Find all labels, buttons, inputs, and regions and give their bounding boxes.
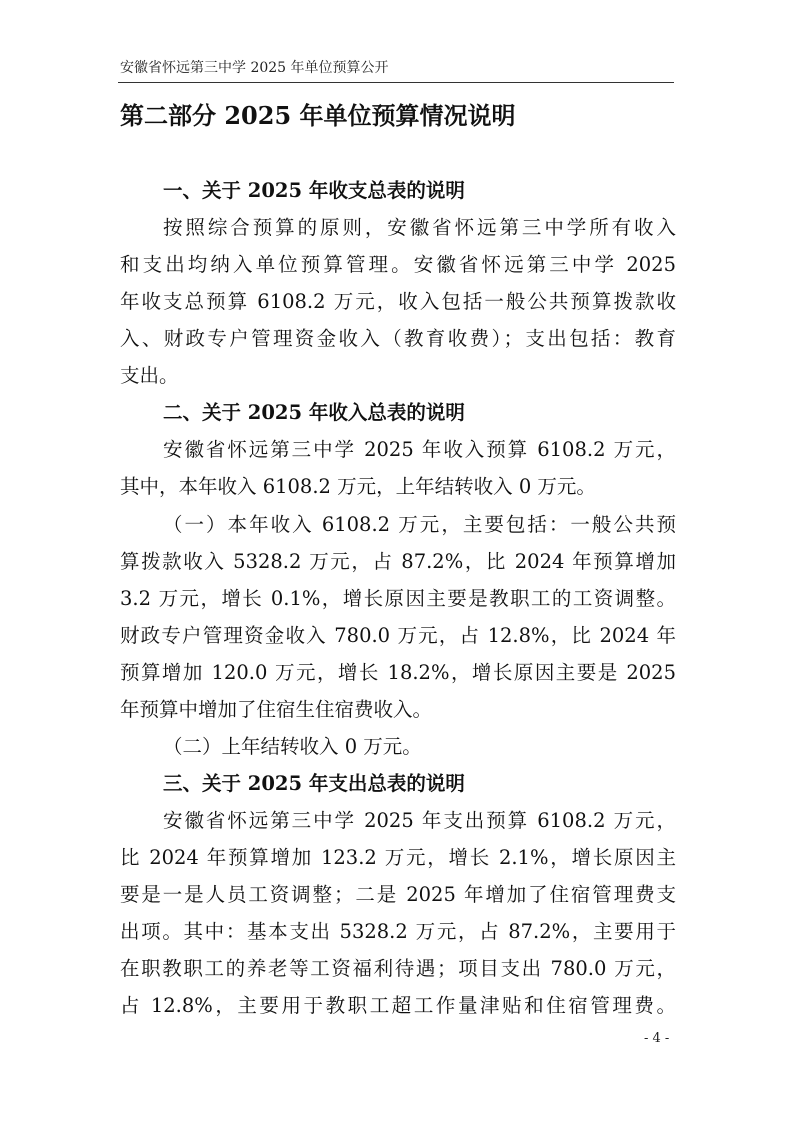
paragraph-line: 占 12.8%，主要用于教职工超工作量津贴和住宿管理费。 xyxy=(120,994,676,1017)
section-title: 第二部分 2025 年单位预算情况说明 xyxy=(120,101,516,130)
paragraph-line: 其中，本年收入 6108.2 万元，上年结转收入 0 万元。 xyxy=(120,475,596,498)
paragraph-line: 财政专户管理资金收入 780.0 万元，占 12.8%，比 2024 年 xyxy=(120,624,676,647)
paragraph-line: 比 2024 年预算增加 123.2 万元，增长 2.1%，增长原因主 xyxy=(120,846,676,869)
paragraph-line: 出项。其中：基本支出 5328.2 万元，占 87.2%，主要用于 xyxy=(120,920,676,943)
running-header: 安徽省怀远第三中学 2025 年单位预算公开 xyxy=(120,60,389,76)
heading-income-expense-summary: 一、关于 2025 年收支总表的说明 xyxy=(163,179,465,202)
paragraph-line: （一）本年收入 6108.2 万元，主要包括：一般公共预 xyxy=(163,513,676,536)
paragraph-line: 预算增加 120.0 万元，增长 18.2%，增长原因主要是 2025 xyxy=(120,661,676,684)
heading-expenditure-summary: 三、关于 2025 年支出总表的说明 xyxy=(163,772,465,795)
paragraph-line: 算拨款收入 5328.2 万元，占 87.2%，比 2024 年预算增加 xyxy=(120,550,676,573)
paragraph-line: 3.2 万元，增长 0.1%，增长原因主要是教职工的工资调整。 xyxy=(120,587,676,610)
paragraph-line: 入、财政专户管理资金收入（教育收费）；支出包括：教育 xyxy=(120,327,676,350)
paragraph-line: 安徽省怀远第三中学 2025 年收入预算 6108.2 万元， xyxy=(163,438,676,461)
paragraph-line: 支出。 xyxy=(120,364,179,387)
paragraph-line: 按照综合预算的原则，安徽省怀远第三中学所有收入 xyxy=(163,216,676,239)
paragraph-line: 和支出均纳入单位预算管理。安徽省怀远第三中学 2025 xyxy=(120,253,676,276)
page-number: - 4 - xyxy=(644,1031,670,1046)
heading-income-summary: 二、关于 2025 年收入总表的说明 xyxy=(163,401,465,424)
paragraph-line: 年预算中增加了住宿生住宿费收入。 xyxy=(120,698,433,721)
header-rule xyxy=(118,82,674,83)
paragraph-line: 在职教职工的养老等工资福利待遇；项目支出 780.0 万元， xyxy=(120,957,676,980)
paragraph-line: 安徽省怀远第三中学 2025 年支出预算 6108.2 万元， xyxy=(163,809,676,832)
paragraph-line: 要是一是人员工资调整；二是 2025 年增加了住宿管理费支 xyxy=(120,883,676,906)
paragraph-line: （二）上年结转收入 0 万元。 xyxy=(163,735,422,758)
paragraph-line: 年收支总预算 6108.2 万元，收入包括一般公共预算拨款收 xyxy=(120,290,676,313)
